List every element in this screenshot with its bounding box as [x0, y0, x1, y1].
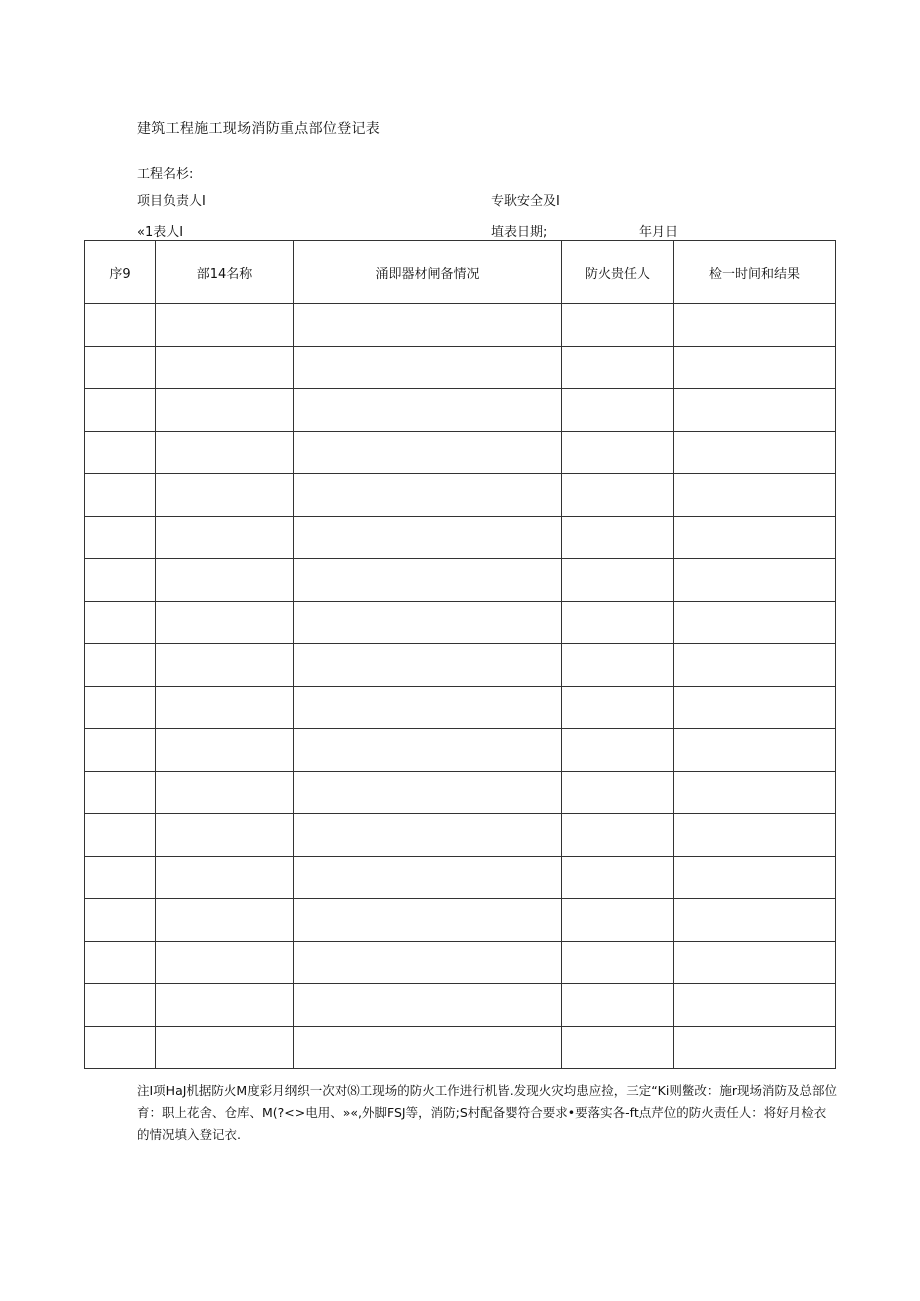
location-cell[interactable]: [156, 729, 294, 772]
inspection-cell[interactable]: [674, 346, 836, 389]
equipment-cell[interactable]: [294, 431, 562, 474]
responsible-cell[interactable]: [562, 346, 674, 389]
project-leader-field: 项目负责人I: [137, 194, 206, 209]
responsible-cell[interactable]: [562, 304, 674, 347]
form-title: 建筑工程施工现场消防重点部位登记表: [137, 121, 381, 137]
table-row: [85, 729, 836, 772]
location-cell[interactable]: [156, 559, 294, 602]
responsible-cell[interactable]: [562, 899, 674, 942]
location-cell[interactable]: [156, 814, 294, 857]
location-cell[interactable]: [156, 346, 294, 389]
header-fire-safety-responsible: 防火贵任人: [562, 241, 674, 304]
location-cell[interactable]: [156, 899, 294, 942]
header-location-name: 部14名称: [156, 241, 294, 304]
equipment-cell[interactable]: [294, 856, 562, 899]
table-row: [85, 771, 836, 814]
responsible-cell[interactable]: [562, 856, 674, 899]
inspection-cell[interactable]: [674, 729, 836, 772]
table-row: [85, 899, 836, 942]
equipment-cell[interactable]: [294, 941, 562, 984]
equipment-cell[interactable]: [294, 686, 562, 729]
responsible-cell[interactable]: [562, 941, 674, 984]
location-cell[interactable]: [156, 304, 294, 347]
table-row: [85, 644, 836, 687]
location-cell[interactable]: [156, 431, 294, 474]
safety-officer-field: 专耿安全及I: [491, 194, 560, 209]
serial-cell[interactable]: [85, 431, 156, 474]
location-cell[interactable]: [156, 941, 294, 984]
location-cell[interactable]: [156, 1026, 294, 1069]
responsible-cell[interactable]: [562, 644, 674, 687]
inspection-cell[interactable]: [674, 856, 836, 899]
responsible-cell[interactable]: [562, 474, 674, 517]
inspection-cell[interactable]: [674, 1026, 836, 1069]
equipment-cell[interactable]: [294, 346, 562, 389]
equipment-cell[interactable]: [294, 814, 562, 857]
header-inspection-time-result: 检一时间和结果: [674, 241, 836, 304]
fill-date-field: 埴表日期;: [491, 225, 548, 240]
location-cell[interactable]: [156, 601, 294, 644]
equipment-cell[interactable]: [294, 899, 562, 942]
serial-cell[interactable]: [85, 644, 156, 687]
location-cell[interactable]: [156, 389, 294, 432]
equipment-cell[interactable]: [294, 644, 562, 687]
serial-cell[interactable]: [85, 1026, 156, 1069]
table-row: [85, 856, 836, 899]
serial-cell[interactable]: [85, 601, 156, 644]
location-cell[interactable]: [156, 984, 294, 1027]
inspection-cell[interactable]: [674, 814, 836, 857]
inspection-cell[interactable]: [674, 559, 836, 602]
location-cell[interactable]: [156, 516, 294, 559]
responsible-cell[interactable]: [562, 516, 674, 559]
equipment-cell[interactable]: [294, 771, 562, 814]
form-filler-field: «1表人I: [137, 225, 184, 240]
table-body: [85, 304, 836, 1069]
table-row: [85, 389, 836, 432]
serial-cell[interactable]: [85, 474, 156, 517]
equipment-cell[interactable]: [294, 389, 562, 432]
table-row: [85, 346, 836, 389]
serial-cell[interactable]: [85, 899, 156, 942]
inspection-cell[interactable]: [674, 644, 836, 687]
serial-cell[interactable]: [85, 941, 156, 984]
inspection-cell[interactable]: [674, 516, 836, 559]
project-name-field: 工程名杉:: [137, 167, 194, 182]
inspection-cell[interactable]: [674, 686, 836, 729]
serial-cell[interactable]: [85, 686, 156, 729]
serial-cell[interactable]: [85, 771, 156, 814]
inspection-cell[interactable]: [674, 941, 836, 984]
serial-cell[interactable]: [85, 729, 156, 772]
equipment-cell[interactable]: [294, 729, 562, 772]
table-row: [85, 1026, 836, 1069]
location-cell[interactable]: [156, 771, 294, 814]
serial-cell[interactable]: [85, 559, 156, 602]
inspection-cell[interactable]: [674, 899, 836, 942]
responsible-cell[interactable]: [562, 389, 674, 432]
location-cell[interactable]: [156, 686, 294, 729]
header-fire-equipment-status: 涌即器材闸备情况: [294, 241, 562, 304]
serial-cell[interactable]: [85, 856, 156, 899]
table-row: [85, 474, 836, 517]
equipment-cell[interactable]: [294, 984, 562, 1027]
inspection-cell[interactable]: [674, 601, 836, 644]
table-row: [85, 431, 836, 474]
table-header-row: [85, 241, 836, 304]
equipment-cell[interactable]: [294, 601, 562, 644]
table-row: [85, 601, 836, 644]
table-row: [85, 304, 836, 347]
responsible-cell[interactable]: [562, 729, 674, 772]
equipment-cell[interactable]: [294, 559, 562, 602]
header-serial-number: 序9: [85, 241, 156, 304]
registration-table: [84, 240, 836, 1069]
serial-cell[interactable]: [85, 346, 156, 389]
serial-cell[interactable]: [85, 516, 156, 559]
inspection-cell[interactable]: [674, 304, 836, 347]
table-row: [85, 814, 836, 857]
responsible-cell[interactable]: [562, 984, 674, 1027]
serial-cell[interactable]: [85, 984, 156, 1027]
serial-cell[interactable]: [85, 304, 156, 347]
equipment-cell[interactable]: [294, 474, 562, 517]
inspection-cell[interactable]: [674, 984, 836, 1027]
equipment-cell[interactable]: [294, 516, 562, 559]
responsible-cell[interactable]: [562, 431, 674, 474]
table-row: [85, 516, 836, 559]
location-cell[interactable]: [156, 644, 294, 687]
responsible-cell[interactable]: [562, 686, 674, 729]
serial-cell[interactable]: [85, 814, 156, 857]
inspection-cell[interactable]: [674, 771, 836, 814]
responsible-cell[interactable]: [562, 771, 674, 814]
table-row: [85, 686, 836, 729]
table-row: [85, 941, 836, 984]
inspection-cell[interactable]: [674, 389, 836, 432]
inspection-cell[interactable]: [674, 431, 836, 474]
year-month-day-label: 年月日: [639, 225, 679, 240]
footnote: 注I项HaJ机据防火M度彩月纲织一次对⑻工现场的防火工作进行机皆.发现火灾均患应捡，三定“Ki则鳖改：施r现场消防及总部位育：职上花舍、仓库、M(?<>电用、»«,外脚FSJ等，消防;S村配备婴符合要求•要落实各-ft点芹位的防火责任人：将好月检衣的情况填入登记衣.: [137, 1083, 837, 1142]
table-row: [85, 984, 836, 1027]
location-cell[interactable]: [156, 474, 294, 517]
responsible-cell[interactable]: [562, 1026, 674, 1069]
serial-cell[interactable]: [85, 389, 156, 432]
responsible-cell[interactable]: [562, 601, 674, 644]
table-row: [85, 559, 836, 602]
equipment-cell[interactable]: [294, 1026, 562, 1069]
responsible-cell[interactable]: [562, 559, 674, 602]
location-cell[interactable]: [156, 856, 294, 899]
equipment-cell[interactable]: [294, 304, 562, 347]
inspection-cell[interactable]: [674, 474, 836, 517]
responsible-cell[interactable]: [562, 814, 674, 857]
